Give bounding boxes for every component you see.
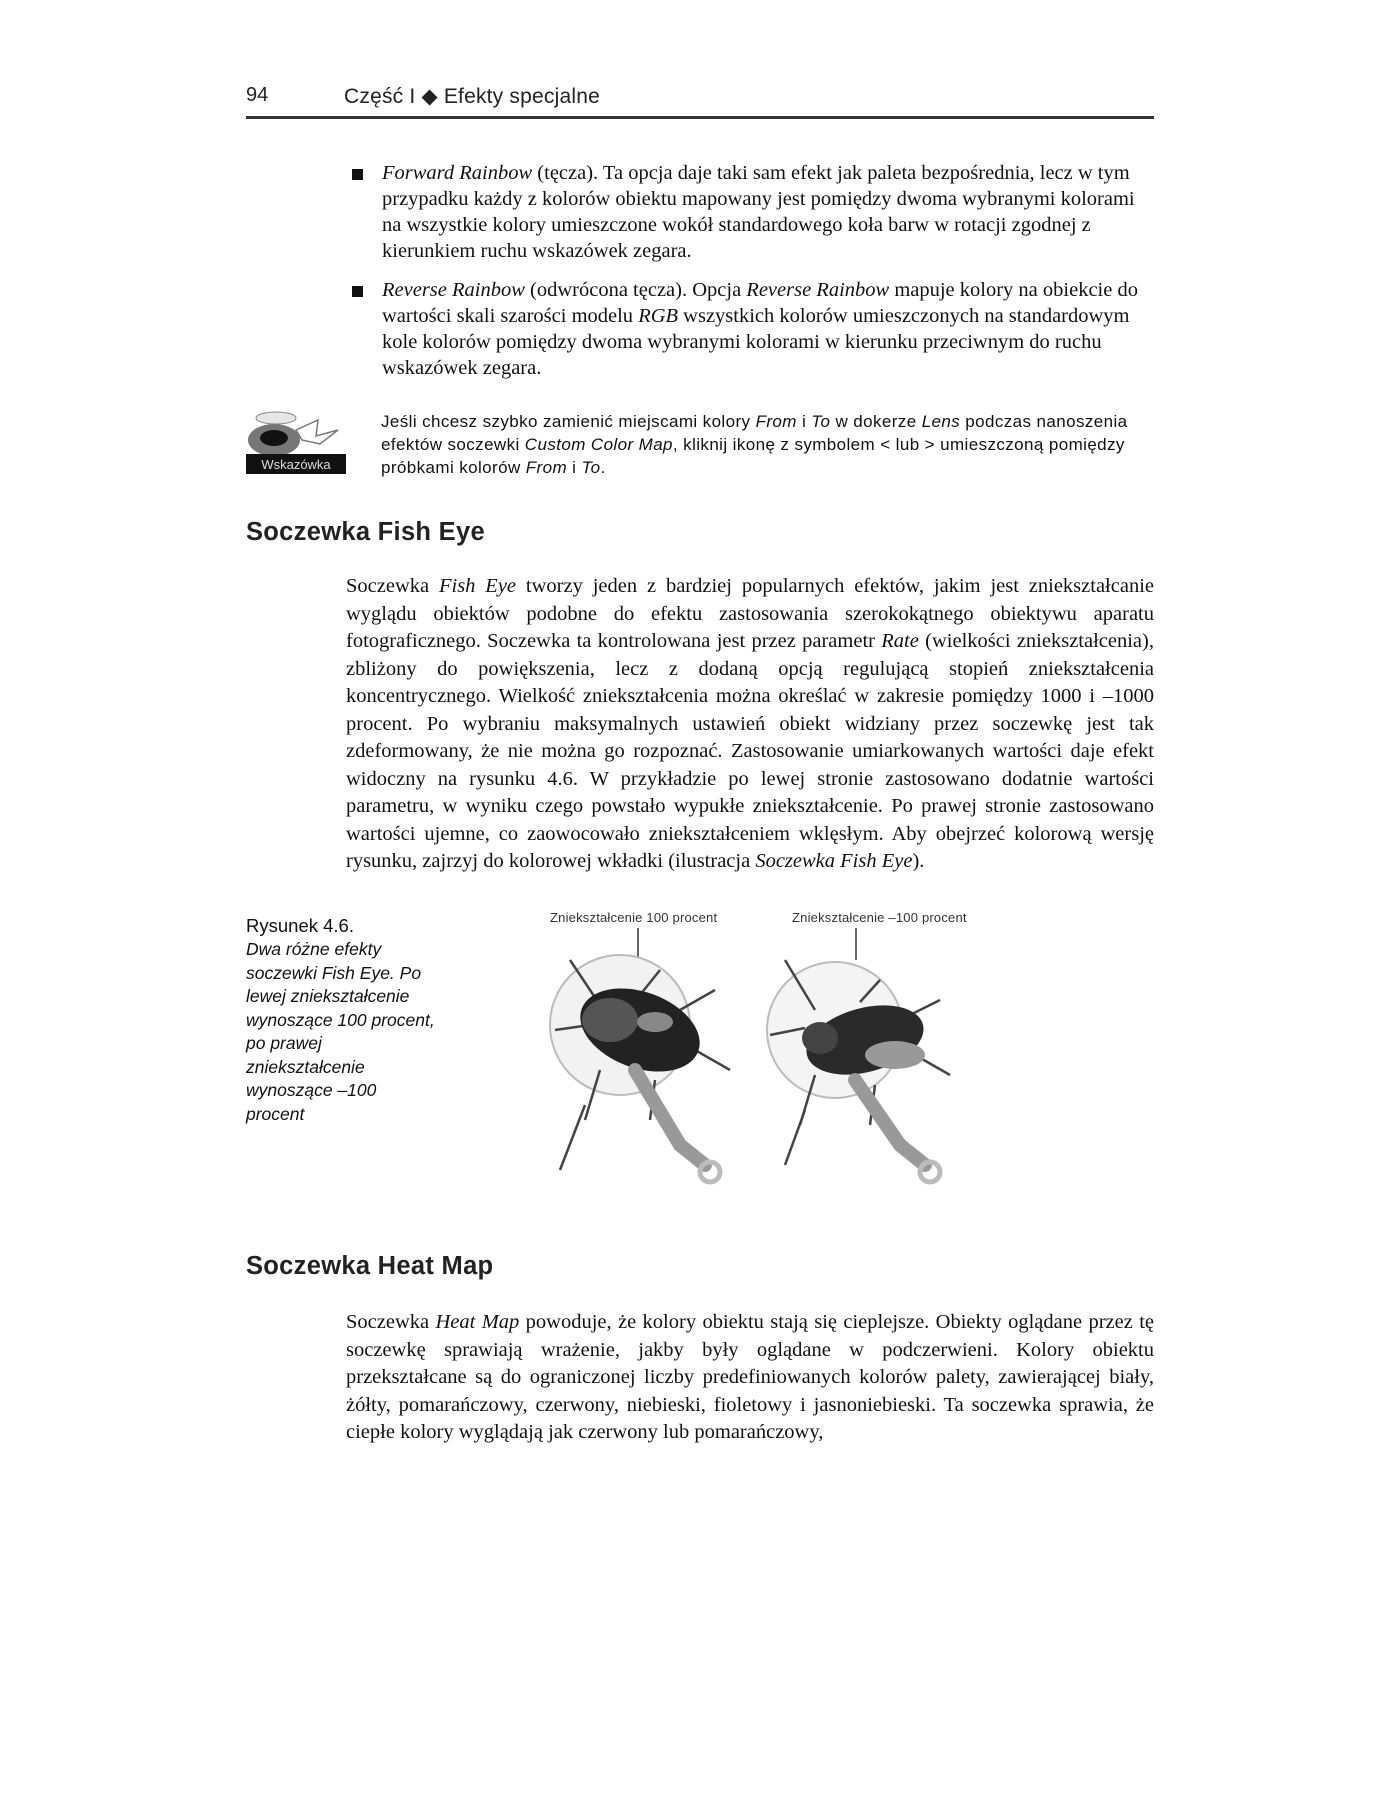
term-heat-map: Heat Map	[435, 1311, 520, 1333]
tip-text-part: .	[600, 458, 606, 477]
bullet-square-icon	[352, 286, 363, 297]
tip-text-part: Jeśli chcesz szybko zamienić miejscami kolory	[381, 412, 756, 431]
paragraph-text: ).	[912, 850, 925, 872]
tip-text-part: , kliknij ikonę z symbolem < lub > umieszczoną pomiędzy próbkami kolorów	[381, 435, 1125, 477]
beetle-right-image	[767, 928, 950, 1182]
page-header	[246, 84, 1154, 119]
figure-label: Rysunek 4.6.	[246, 915, 354, 936]
figure-tag-right: Zniekształcenie –100 procent	[792, 910, 967, 925]
term-soczewka-fish-eye: Soczewka Fish Eye	[755, 850, 913, 872]
bullet-text: wszystkich kolorów umieszczonych na standardowym kole kolorów pomiędzy dwoma wybranymi kolorami w kierunku przeciwnym do ruchu wskazówek zegara.	[382, 305, 1130, 379]
figure-tag-left: Zniekształcenie 100 procent	[550, 910, 718, 925]
tip-text-part: w dokerze	[830, 412, 922, 431]
tip-text-part: podczas nanoszenia efektów soczewki	[381, 412, 1128, 454]
figure-caption	[246, 914, 436, 1126]
paragraph-text: Soczewka	[346, 575, 439, 597]
tip-text-part: i	[796, 412, 812, 431]
running-title: Część I ◆ Efekty specjalne	[344, 85, 600, 108]
figure-description: Dwa różne efekty soczewki Fish Eye. Po lewej zniekształcenie wynoszące 100 procent, po prawej zniekształcenie wynoszące –100 procent	[246, 939, 435, 1124]
beetle-left-image	[550, 928, 730, 1182]
term-reverse-rainbow: Reverse Rainbow	[382, 279, 525, 301]
bullet-reverse-rainbow	[352, 277, 1142, 381]
paragraph-text: (wielkości zniekształcenia), zbliżony do powiększenia, lecz z dodaną opcją regulującą stopień zniekształcenia koncentrycznego. Wielkość zniekształcenia można określać w zakresie pomiędzy 1000 i –1000 procent. Po wybraniu maksymalnych ustawień obiekt widziany przez soczewkę jest tak zdeformowany, że nie można go rozpoznać. Zastosowanie umiarkowanych wartości daje efekt widoczny na rysunku 4.6. W przykładzie po lewej stronie zastosowano dodatnie wartości parametru, w wyniku czego powstało wypukłe zniekształcenie. Po prawej stronie zastosowano wartości ujemne, co zaowocowało zniekształceniem wklęsłym. Aby obejrzeć kolorową wersję rysunku, zajrzyj do kolorowej wkładki (ilustracja	[346, 630, 1154, 872]
bullet-text: mapuje kolory na obiekcie do wartości skali szarości modelu	[382, 279, 1138, 327]
beetle-illustration	[530, 910, 1090, 1210]
tip-text-part: i	[567, 458, 582, 477]
term-forward-rainbow: Forward Rainbow	[382, 162, 533, 184]
bullet-text: (odwrócona tęcza). Opcja	[524, 279, 747, 301]
page-number: 94	[246, 84, 269, 106]
bullet-list	[352, 160, 1142, 394]
tip-term-custom-color-map: Custom Color Map	[524, 435, 673, 454]
section-heading-fish-eye: Soczewka Fish Eye	[246, 518, 485, 546]
heat-map-paragraph	[346, 1309, 1154, 1447]
tip-text	[381, 410, 1161, 479]
section-heading-heat-map: Soczewka Heat Map	[246, 1252, 494, 1280]
term-rate: Rate	[881, 630, 919, 652]
term-rgb: RGB	[638, 305, 679, 327]
term-fish-eye: Fish Eye	[438, 575, 517, 597]
term-reverse-rainbow-2: Reverse Rainbow	[746, 279, 890, 301]
fish-eye-figure	[530, 910, 1090, 1210]
paragraph-text: powoduje, że kolory obiektu stają się cieplejsze. Obiekty oglądane przez tę soczewkę sprawiają wrażenie, jakby były oglądane w podczerwieni. Kolory obiektu przekształcane są do ograniczonej liczby predefiniowanych kolorów palety, zawierającej biały, żółty, pomarańczowy, czerwony, niebieski, fioletowy i jasnoniebieski. Ta soczewka sprawia, że ciepłe kolory wyglądają jak czerwony lub pomarańczowy,	[346, 1311, 1154, 1443]
tip-term-from: From	[525, 458, 568, 477]
bullet-text: (tęcza). Ta opcja daje taki sam efekt jak paleta bezpośrednia, lecz w tym przypadku każdy z kolorów obiektu mapowany jest pomiędzy dwoma wybranymi kolorami na wszystkie kolory umieszczone wokół standardowego koła barw w rotacji zgodnej z kierunkiem ruchu wskazówek zegara.	[382, 162, 1135, 262]
bullet-square-icon	[352, 169, 363, 180]
tip-term-from: From	[755, 412, 797, 431]
tip-icon	[246, 410, 346, 474]
paragraph-text: Soczewka	[346, 1311, 436, 1333]
fish-eye-paragraph	[346, 573, 1154, 876]
tip-term-to: To	[811, 412, 831, 431]
tip-icon-label: Wskazówka	[261, 457, 331, 472]
tip-term-to: To	[581, 458, 601, 477]
paragraph-text: tworzy jeden z bardziej popularnych efektów, jakim jest zniekształcanie wyglądu obiektów podobne do efektu zastosowania szerokokątnego obiektywu aparatu fotograficznego. Soczewka ta kontrolowana jest przez parametr	[346, 575, 1154, 652]
tip-term-lens: Lens	[921, 412, 961, 431]
bullet-forward-rainbow	[352, 160, 1142, 264]
